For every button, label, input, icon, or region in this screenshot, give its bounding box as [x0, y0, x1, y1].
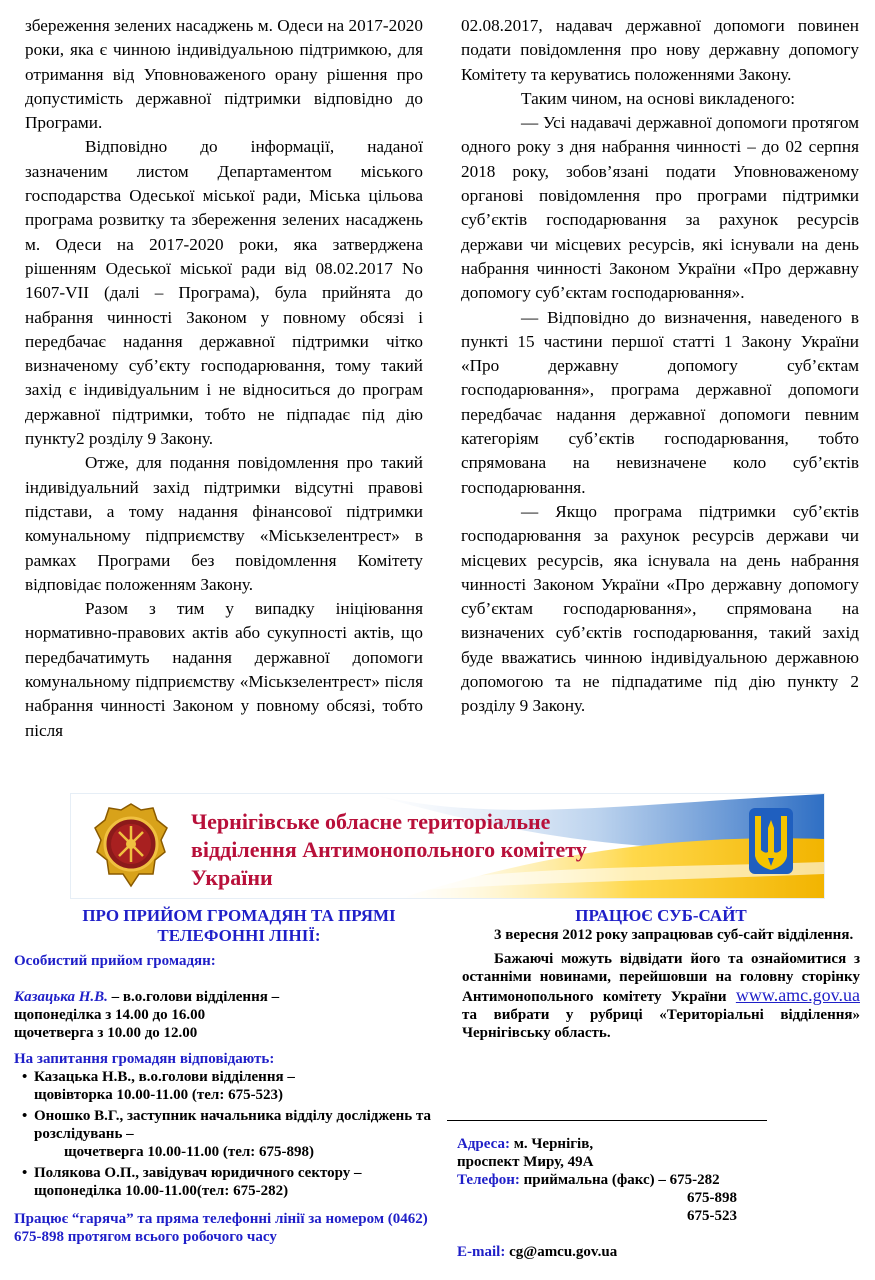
- phone-label: Телефон:: [457, 1172, 520, 1188]
- email-address[interactable]: cg@amcu.gov.ua: [505, 1244, 618, 1260]
- paragraph: — Якщо програма підтримки суб’єктів господарювання за рахунок ресурсів держави чи місцевих ресурсів, яка існувала на день набрання чинності Законом України «Про державну допомогу суб’єктам господарювання», спрямована на визначених суб’єктів господарювання, такий захід буде вважатись чинною індивідуальною державною допомогою та не підпадатиме під дію пункту 2 розділу 9 Закону.: [461, 501, 859, 716]
- paragraph: 02.08.2017, надавач державної допомоги повинен подати повідомлення про нову державну допомогу Комітету та керуватись положеннями Закону.: [461, 16, 859, 84]
- responder-hours: щовівторка 10.00-11.00 (тел: 675-523): [34, 1087, 284, 1103]
- subsite-paragraph: 3 вересня 2012 року запрацював суб-сайт відділення.: [494, 927, 854, 943]
- list-item: [24, 1107, 444, 1161]
- responder-hours: щопонеділка 10.00-11.00(тел: 675-282): [34, 1183, 289, 1199]
- phone-line-3: [457, 1207, 857, 1225]
- address-city: м. Чернігів,: [509, 1136, 594, 1152]
- divider: [447, 1120, 767, 1121]
- subsite-text: та вибрати у рубриці «Територіальні відділення» Чернігівську область.: [462, 1007, 860, 1041]
- head-name: Казацька Н.В.: [14, 989, 108, 1005]
- subsite-paragraph: [462, 950, 860, 1042]
- paragraph: — Усі надавачі державної допомоги протягом одного року з дня набрання чинності – до 02 серпня 2018 року, зобов’язані подати Уповноваженому органові повідомлення про програми підтримки суб’єктів господарювання за рахунок ресурсів держави чи місцевих ресурсів, які існували на день набрання чинності Законом України «Про державну допомогу суб’єктам господарювання».: [461, 113, 859, 303]
- head-line: [14, 988, 444, 1006]
- paragraph: Разом з тим у випадку ініціювання нормативно-правових актів або сукупності актів, що передбачатимуть надання державної допомоги комунальному підприємству «Міськзелентрест» після набрання чинності Законом у повному обсязі, тобто після: [25, 599, 423, 740]
- list-item: [24, 1164, 444, 1200]
- phone-line: [457, 1171, 857, 1189]
- address-street: проспект Миру, 49А: [457, 1154, 594, 1170]
- responders-list: [14, 1068, 444, 1200]
- paragraph: Таким чином, на основі викладеного:: [521, 88, 795, 108]
- article-right-column: [461, 14, 859, 719]
- paragraph: Отже, для подання повідомлення про такий індивідуальний захід підтримки відсутні правові підстави, а тому надання фінансової підтримки комунальному підприємству «Міськзелентрест» в рамках Програми без повідомлення Комітету відповідає положенням Закону.: [25, 453, 423, 594]
- questions-heading: На запитання громадян відповідають:: [14, 1051, 275, 1067]
- phone-number: 675-898: [687, 1190, 737, 1206]
- email-label: E-mail:: [457, 1244, 506, 1260]
- responder-hours: щочетверга 10.00-11.00 (тел: 675-898): [64, 1144, 315, 1160]
- reception-info: [14, 906, 444, 1246]
- phone-number: 675-523: [687, 1208, 737, 1224]
- schedule-line: щочетверга з 10.00 до 12.00: [14, 1025, 198, 1041]
- schedule-line: щопонеділка з 14.00 до 16.00: [14, 1007, 206, 1023]
- list-item: [24, 1068, 444, 1104]
- phone-line-2: [457, 1189, 857, 1207]
- department-banner: [70, 793, 825, 899]
- hotline-text: Працює “гаряча” та пряма телефонні лінії за номером (0462) 675-898 протягом всього робочого часу: [14, 1211, 428, 1245]
- paragraph: збереження зелених насаджень м. Одеси на 2017-2020 роки, яка є чинною індивідуальною підтримкою, для отримання від Уповноваженого орану рішення про допустимість державної підтримки відповідно до Програми.: [25, 16, 423, 133]
- amc-site-link[interactable]: www.amc.gov.ua: [735, 985, 860, 1005]
- ukraine-trident-icon: [747, 806, 795, 878]
- phone-main: приймальна (факс) – 675-282: [519, 1172, 720, 1188]
- paragraph: Відповідно до інформації, наданої зазначеним листом Департаментом міського господарства Одеської міської ради, Міська цільова програма розвитку та збереження зелених насаджень м. Одеси на 2017-2020 роки, яка затверджена рішенням Одеської міської ради від 08.02.2017 No 1607-VII (далі – Програма), була прийнята до набрання чинності Законом у повному обсязі і передбачає надання державної підтримки чітко визначеному суб’єкту господарювання, тому такий захід є індивідуальним і не відноситься до програм державної підтримки, тобто не підпадає під дію пункту2 розділу 9 Закону.: [25, 137, 423, 449]
- amcu-emblem-icon: [93, 802, 169, 888]
- subsite-title: ПРАЦЮЄ СУБ-САЙТ: [575, 906, 747, 925]
- contacts-block: [457, 1135, 857, 1261]
- address-label: Адреса:: [457, 1136, 510, 1152]
- subsite-info: [462, 906, 860, 1042]
- email-line: [457, 1243, 857, 1261]
- paragraph: — Відповідно до визначення, наведеного в пункті 15 частини першої статті 1 Закону України «Про державну допомогу суб’єктам господарювання», програма державної допомоги передбачає надання державної допомоги певним категоріям суб’єктів господарювання, тобто спрямована на невизначене коло суб’єктів господарювання.: [461, 307, 859, 497]
- address-line: [457, 1135, 857, 1153]
- reception-title: ПРО ПРИЙОМ ГРОМАДЯН ТА ПРЯМІ ТЕЛЕФОННІ ЛІНІЇ:: [82, 906, 396, 945]
- responder-name: • Оношко В.Г., заступник начальника відділу досліджень та розслідувань –: [34, 1108, 432, 1142]
- responder-name: • Казацька Н.В., в.о.голови відділення –: [34, 1069, 295, 1085]
- banner-title: Чернігівське обласне територіальне відділення Антимонопольного комітету України: [191, 809, 587, 890]
- responder-name: • Полякова О.П., завідувач юридичного сектору –: [34, 1165, 362, 1181]
- head-role: – в.о.голови відділення –: [107, 989, 280, 1005]
- personal-reception-heading: Особистий прийом громадян:: [14, 953, 216, 969]
- article-left-column: [25, 14, 423, 743]
- subsite-text: Бажаючі можуть відвідати його та ознайомитися з останніми новинами, перейшовши на головну сторінку Антимонопольного комітету України: [462, 951, 860, 1005]
